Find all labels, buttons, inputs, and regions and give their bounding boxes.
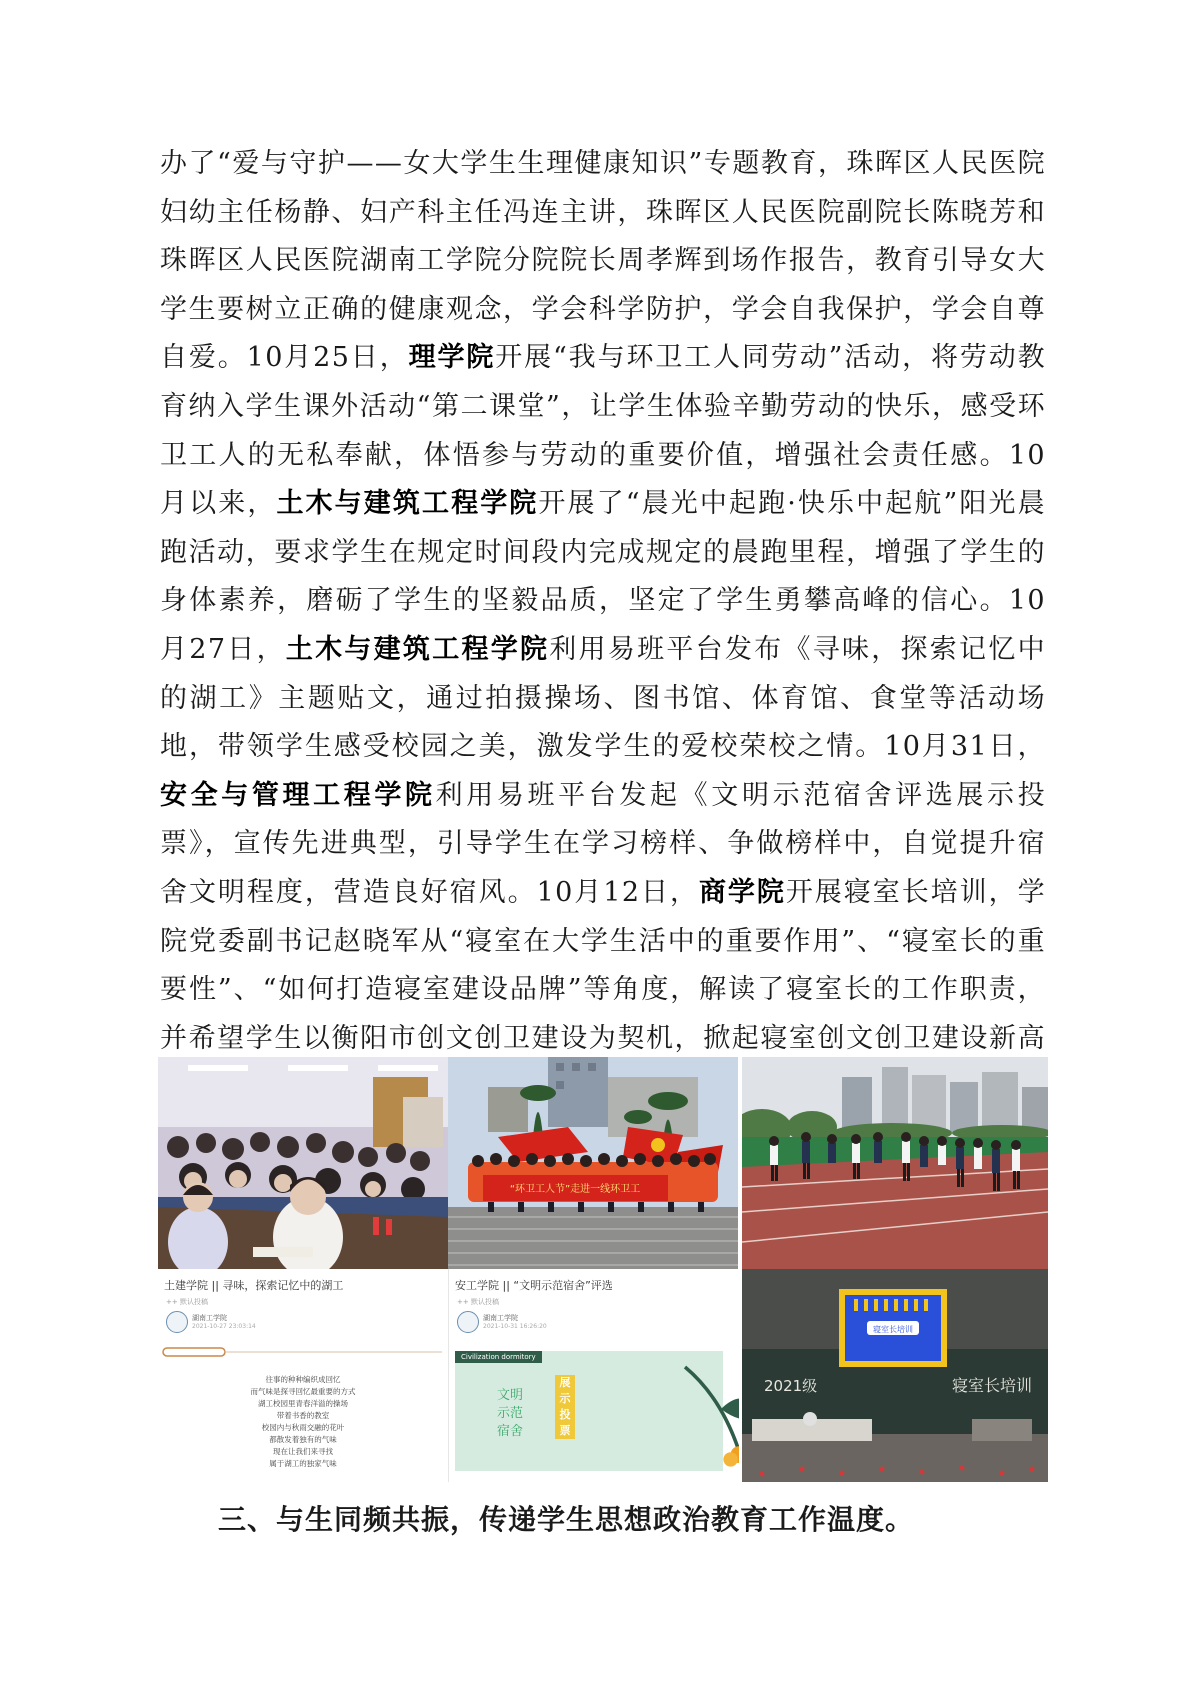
photo-lecture-hall bbox=[158, 1057, 448, 1269]
poster-right-char: 示 bbox=[559, 1392, 571, 1405]
poem-line: 湖工校园里青春洋溢的操场 bbox=[258, 1399, 348, 1408]
school-logo-icon bbox=[457, 1311, 479, 1333]
post-author: 湖南工学院 bbox=[192, 1314, 227, 1322]
screenshot-dormitory-post bbox=[448, 1269, 739, 1482]
body-paragraph bbox=[160, 140, 1046, 1112]
flower-icon bbox=[605, 1361, 739, 1481]
poster-right-title bbox=[555, 1375, 575, 1439]
text-segment: 开展“我与环卫工人同劳动”活动，将劳动教育纳入学生课外活动“第二课堂”，让学生体验辛勤劳动的快乐，感受环卫工人的无私奉献，体悟参与劳动的重要价值，增强社会责任感。10月以来， bbox=[160, 342, 1047, 520]
post-category: ++ 默认投稿 bbox=[166, 1298, 208, 1306]
poster-tag: Civilization dormitory bbox=[455, 1351, 542, 1363]
post-author: 湖南工学院 bbox=[483, 1314, 518, 1322]
poem-line: 都散发着独有的气味 bbox=[269, 1435, 337, 1444]
post-date: 2021-10-27 23:03:14 bbox=[192, 1323, 256, 1330]
poster-left-line: 宿舍 bbox=[497, 1424, 524, 1439]
photo-grid bbox=[158, 1057, 1048, 1482]
poem-line: 校园内与秋雨交融的花叶 bbox=[261, 1423, 345, 1432]
college-civil-engineering: 土木与建筑工程学院 bbox=[285, 633, 550, 665]
poem-line: 而气味是探寻回忆最重要的方式 bbox=[250, 1387, 356, 1396]
photo-dorm-leader-training bbox=[742, 1269, 1048, 1482]
poem-line: 现在让我们来寻找 bbox=[273, 1447, 333, 1456]
poem-line: 属于湖工的独家气味 bbox=[269, 1459, 337, 1468]
text-segment: 开展寝室长培训，学院党委副书记赵晓军从“寝室在大学生活中的重要作用”、“寝室长的重要性”、“如何打造寝室建设品牌”等角度，解读了寝室长的工作职责，并希望学生以衡阳市创文创卫建设为契机，掀起寝室创文创卫建设新高 bbox=[160, 876, 1046, 1054]
college-business: 商学院 bbox=[698, 876, 786, 908]
divider-ornament bbox=[162, 1347, 442, 1357]
text-segment: 开展了“晨光中起跑·快乐中起航”阳光晨跑活动，要求学生在规定时间段内完成规定的晨跑里程，增强了学生的身体素养，磨砺了学生的坚毅品质，坚定了学生勇攀高峰的信心。10月27日， bbox=[160, 488, 1046, 665]
screenshot-civil-post bbox=[158, 1269, 448, 1482]
text-segment: 利用易班平台发起《文明示范宿舍评选展示投票》，宣传先进典型，引导学生在学习榜样、争做榜样中，自觉提升宿舍文明程度，营造良好宿风。10月12日， bbox=[160, 779, 1046, 908]
poster-left-title bbox=[497, 1387, 523, 1441]
college-science: 理学院 bbox=[408, 342, 496, 374]
school-logo-icon bbox=[166, 1311, 188, 1333]
board-text-left: 2021级 bbox=[764, 1377, 818, 1395]
photo-morning-run bbox=[742, 1057, 1048, 1269]
photo-sanitation-workers-day bbox=[448, 1057, 738, 1269]
poster bbox=[455, 1351, 723, 1471]
poster-right-char: 票 bbox=[559, 1424, 571, 1437]
post-title: 土建学院 || 寻味，探索记忆中的湖工 bbox=[164, 1279, 344, 1292]
section-heading: 三、与生同频共振，传递学生思想政治教育工作温度。 bbox=[218, 1503, 915, 1536]
poem-line: 往事的种种编织成回忆 bbox=[265, 1375, 341, 1384]
board-text-right: 寝室长培训 bbox=[952, 1376, 1033, 1395]
post-date: 2021-10-31 16:26:20 bbox=[483, 1323, 547, 1330]
text-segment: 利用易班平台发布《寻味，探索记忆中的湖工》主题贴文，通过拍摄操场、图书馆、体育馆、食堂等活动场地，带领学生感受校园之美，激发学生的爱校荣校之情。10月31日， bbox=[160, 633, 1046, 763]
text-segment: 办了“爱与守护——女大学生生理健康知识”专题教育，珠晖区人民医院妇幼主任杨静、妇产科主任冯连主讲，珠晖区人民医院副院长陈晓芳和珠晖区人民医院湖南工学院分院院长周孝辉到场作报告，教育引导女大学生要树立正确的健康观念，学会科学防护，学会自我保护，学会自尊自爱。10月25日， bbox=[160, 148, 1046, 374]
screen-title: 寝室长培训 bbox=[873, 1325, 913, 1334]
poster-left-line: 文明 bbox=[497, 1388, 524, 1403]
poster-right-char: 展 bbox=[559, 1376, 571, 1389]
college-civil-engineering: 土木与建筑工程学院 bbox=[276, 488, 539, 520]
poster-left-line: 示范 bbox=[497, 1406, 524, 1421]
post-title: 安工学院 || “文明示范宿舍”评选 bbox=[455, 1279, 613, 1292]
poem-line: 带着书香的教室 bbox=[276, 1411, 330, 1420]
poster-right-char: 投 bbox=[559, 1408, 571, 1421]
college-safety-management: 安全与管理工程学院 bbox=[160, 779, 436, 811]
post-category: ++ 默认投稿 bbox=[457, 1298, 499, 1306]
banner-text: “环卫工人节”走进一线环卫工 bbox=[509, 1184, 641, 1195]
